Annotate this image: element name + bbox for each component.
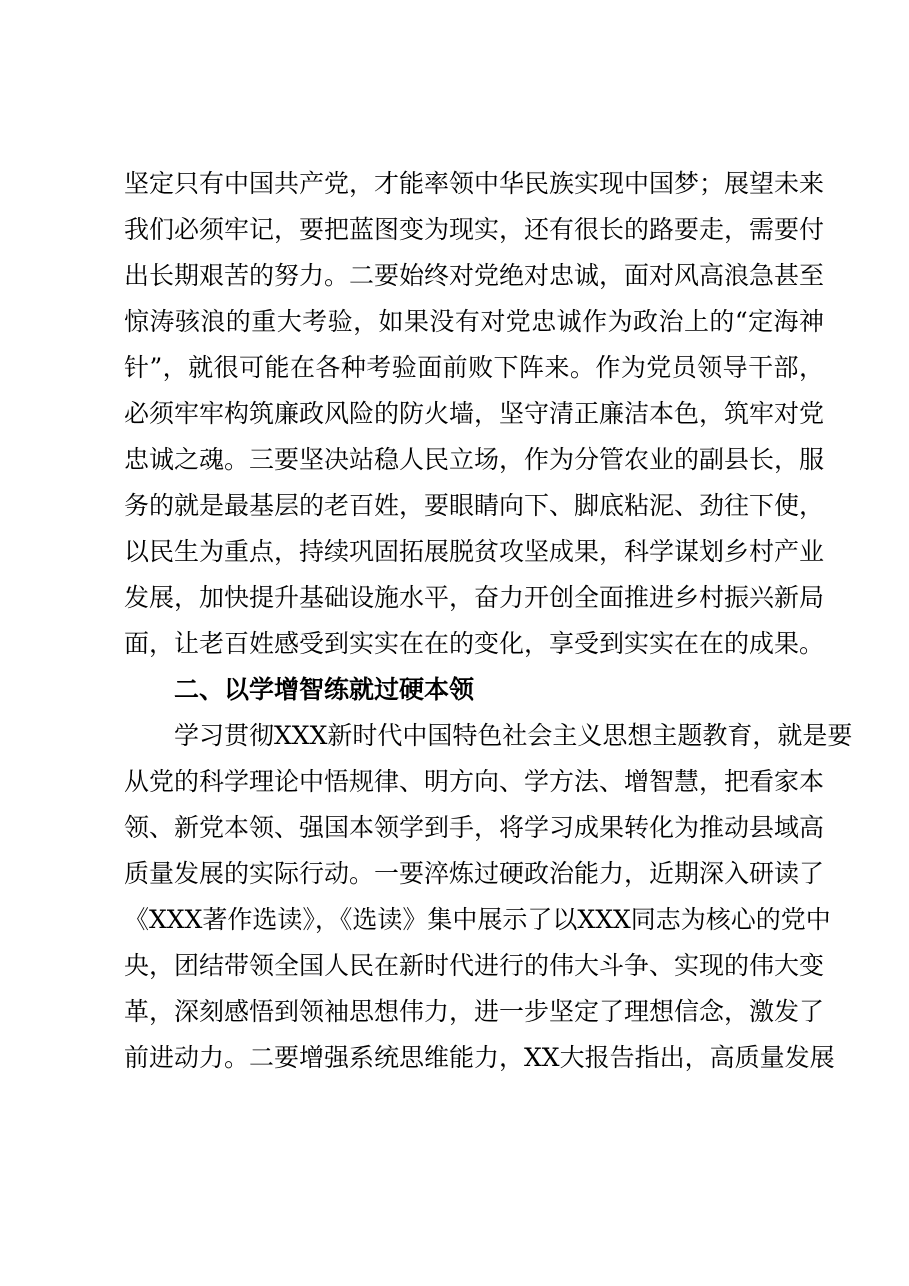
paragraph-1 (124, 161, 824, 667)
text-line: 惊涛骇浪的重大考验，如果没有对党忠诚作为政治上的“定海神 (124, 307, 824, 336)
text-line: 忠诚之魂。三要坚决站稳人民立场，作为分管农业的副县长，服 (124, 445, 825, 474)
text-line: 针”，就很可能在各种考验面前败下阵来。作为党员领导干部， (124, 353, 824, 382)
text-line: 务的就是最基层的老百姓，要眼睛向下、脚底粘泥、劲往下使， (124, 491, 825, 520)
text-line: 出长期艰苦的努力。二要始终对党绝对忠诚，面对风高浪急甚至 (124, 261, 825, 290)
text-line: 《XXX著作选读》，《选读》集中展示了以XXX同志为核心的党中 (124, 905, 831, 934)
text-line: 坚定只有中国共产党，才能率领中华民族实现中国梦；展望未来 (124, 169, 825, 198)
paragraph-2 (124, 713, 853, 1081)
body-text (124, 161, 853, 1081)
text-line: 必须牢牢构筑廉政风险的防火墙，坚守清正廉洁本色，筑牢对党 (124, 399, 825, 428)
text-line: 从党的科学理论中悟规律、明方向、学方法、增智慧，把看家本 (124, 767, 825, 796)
text-line: 领、新党本领、强国本领学到手，将学习成果转化为推动县域高 (124, 813, 825, 842)
section-heading: 二、以学增智练就过硬本领 (174, 675, 475, 704)
text-line: 央，团结带领全国人民在新时代进行的伟大斗争、实现的伟大变 (124, 951, 825, 980)
text-line: 发展，加快提升基础设施水平，奋力开创全面推进乡村振兴新局 (124, 583, 825, 612)
text-line: 我们必须牢记，要把蓝图变为现实，还有很长的路要走，需要付 (124, 215, 825, 244)
text-line: 面，让老百姓感受到实实在在的变化，享受到实实在在的成果。 (124, 629, 825, 658)
text-line: 革，深刻感悟到领袖思想伟力，进一步坚定了理想信念，激发了 (124, 997, 825, 1026)
text-line: 学习贯彻XXX新时代中国特色社会主义思想主题教育，就是要 (174, 721, 853, 750)
text-line: 质量发展的实际行动。一要淬炼过硬政治能力，近期深入研读了 (124, 859, 825, 888)
text-line: 以民生为重点，持续巩固拓展脱贫攻坚成果，科学谋划乡村产业 (124, 537, 825, 566)
text-line: 前进动力。二要增强系统思维能力，XX大报告指出，高质量发展 (124, 1043, 835, 1072)
